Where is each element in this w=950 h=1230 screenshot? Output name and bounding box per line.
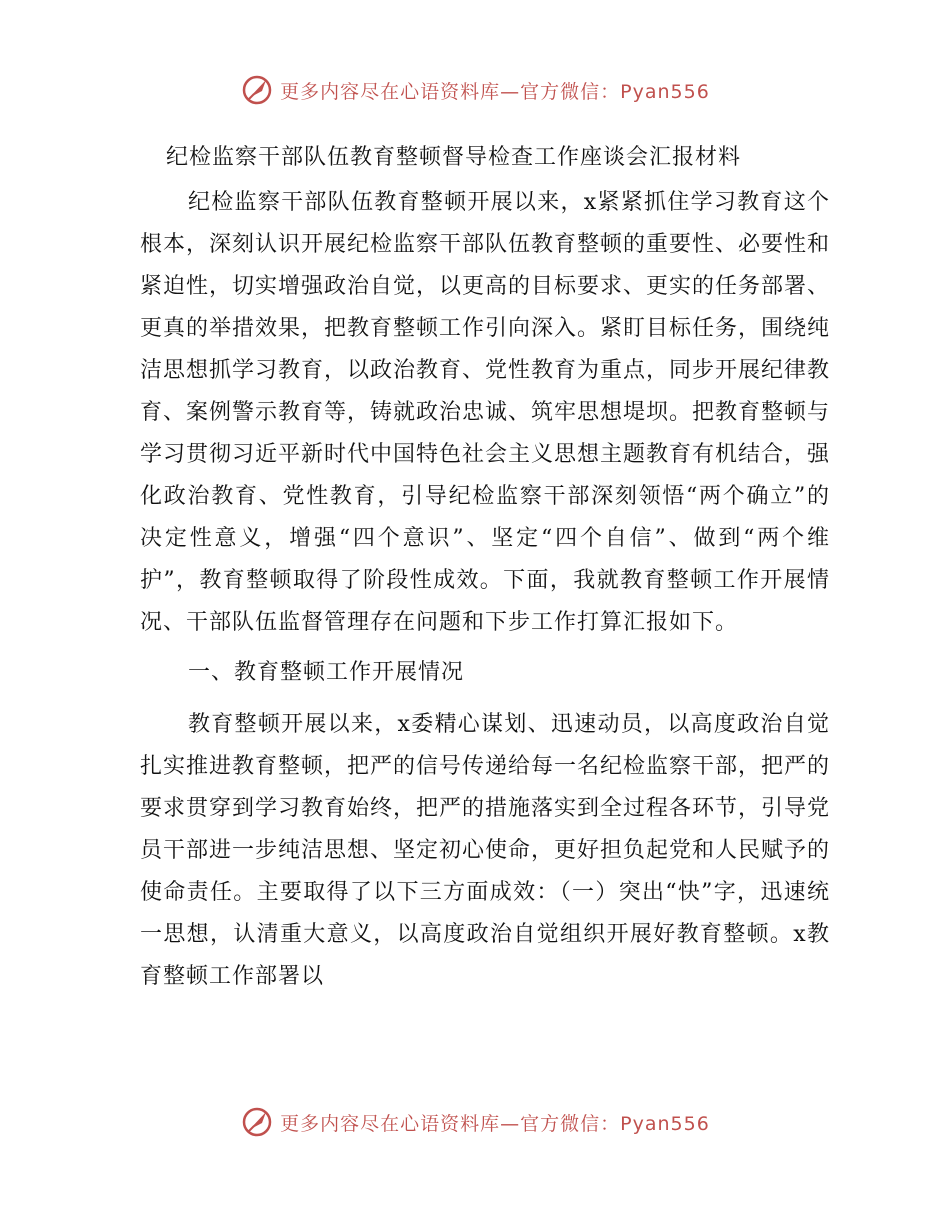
watermark-text: 更多内容尽在心语资料库—官方微信：Pyan556 <box>280 1112 710 1135</box>
paragraph: 教育整顿开展以来，x委精心谋划、迅速动员，以高度政治自觉扎实推进教育整顿，把严的信号传递给每一名纪检监察干部，把严的要求贯穿到学习教育始终，把严的措施落实到全过程各环节，引导党员干部进一步纯洁思想、坚定初心使命，更好担负起党和人民赋予的使命责任。主要取得了以下三方面成效：（一）突出“快”字，迅速统一思想，认清重大意义，以高度政治自觉组织开展好教育整顿。x教育整顿工作部署以 <box>140 712 831 989</box>
watermark-text: 更多内容尽在心语资料库—官方微信：Pyan556 <box>280 80 710 103</box>
document-body <box>140 138 830 998</box>
document-title: 纪检监察干部队伍教育整顿督导检查工作座谈会汇报材料 <box>166 145 742 170</box>
paragraph: 纪检监察干部队伍教育整顿开展以来，x紧紧抓住学习教育这个根本，深刻认识开展纪检监察干部队伍教育整顿的重要性、必要性和紧迫性，切实增强政治自觉，以更高的目标要求、更实的任务部署、更真的举措效果，把教育整顿工作引向深入。紧盯目标任务，围绕纯洁思想抓学习教育，以政治教育、党性教育为重点，同步开展纪律教育、案例警示教育等，铸就政治忠诚、筑牢思想堤坝。把教育整顿与学习贯彻习近平新时代中国特色社会主义思想主题教育有机结合，强化政治教育、党性教育，引导纪检监察干部深刻领悟“两个确立”的决定性意义，增强“四个意识”、坚定“四个自信”、做到“两个维护”，教育整顿取得了阶段性成效。下面，我就教育整顿工作开展情况、干部队伍监督管理存在问题和下步工作打算汇报如下。 <box>140 190 831 635</box>
quill-circle-icon <box>240 73 274 107</box>
quill-circle-icon <box>240 1105 274 1139</box>
section-heading: 一、教育整顿工作开展情况 <box>188 660 465 685</box>
watermark-banner-top <box>0 70 950 110</box>
watermark-banner-bottom <box>0 1102 950 1142</box>
